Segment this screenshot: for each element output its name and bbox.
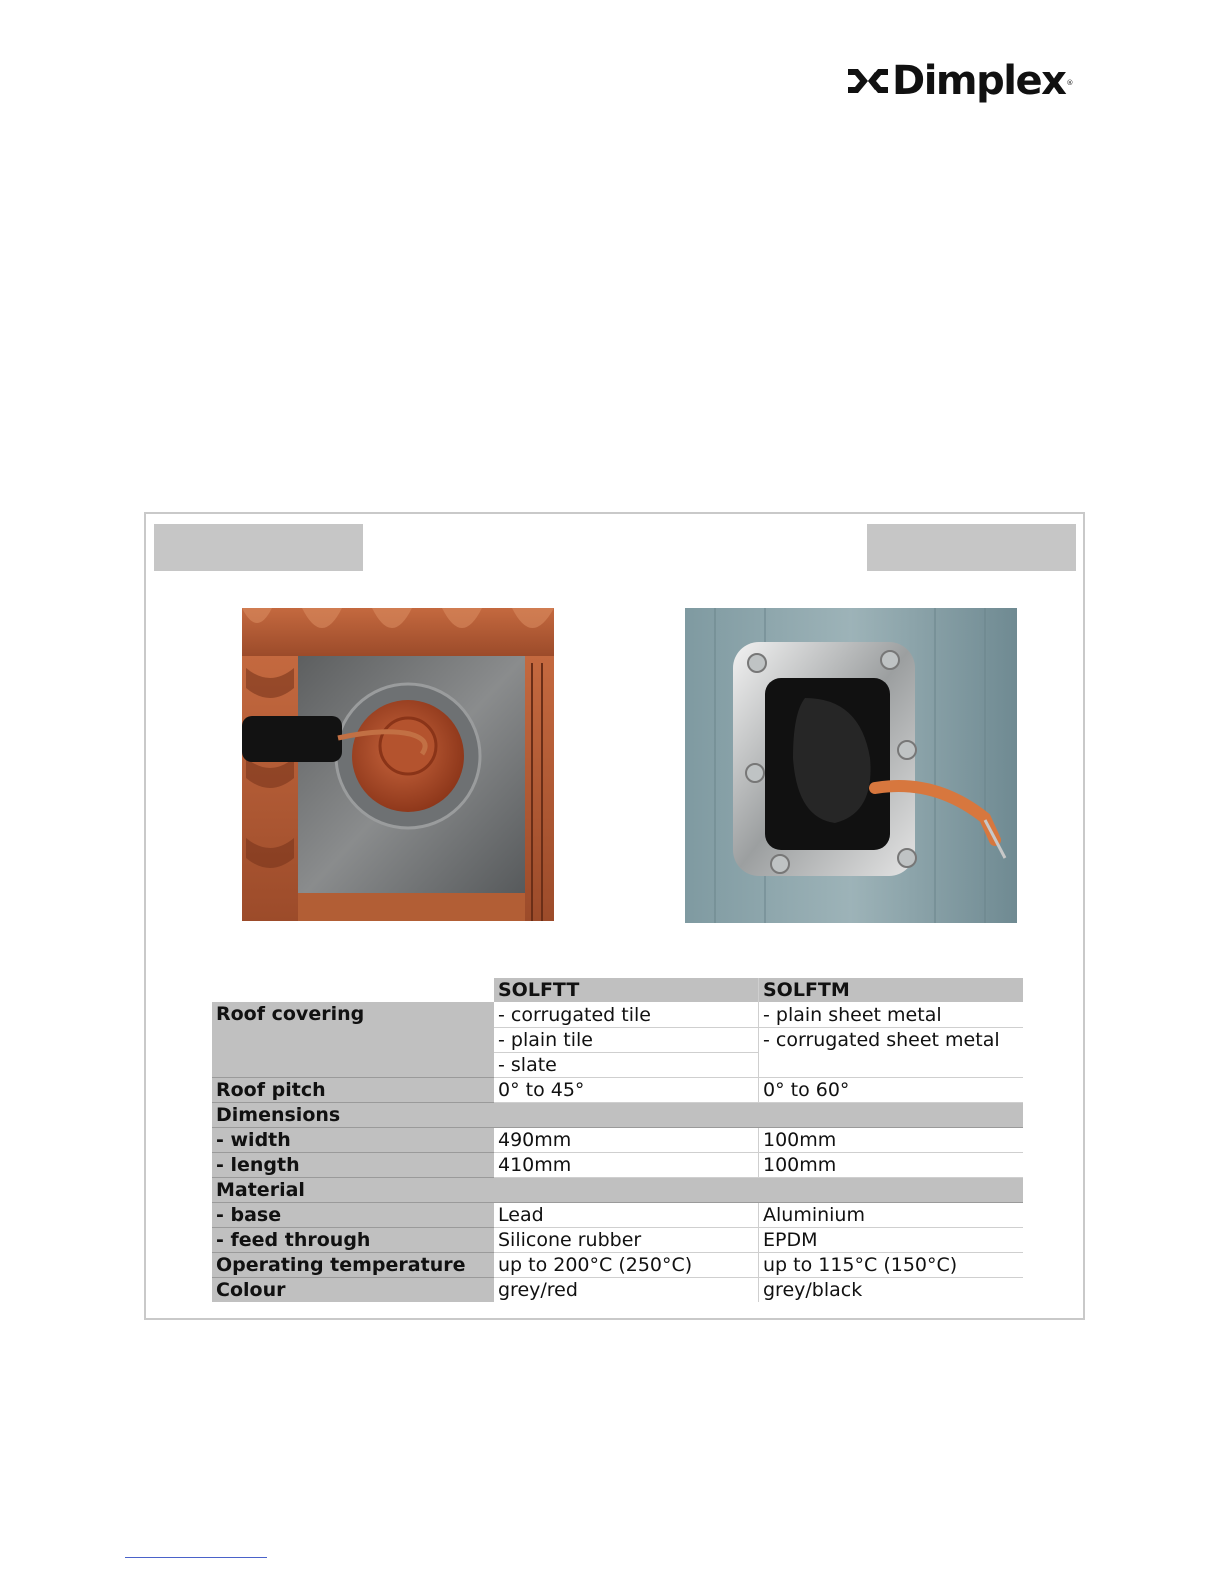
table-row xyxy=(212,1078,1023,1103)
roof-pitch-solftm: 0° to 60° xyxy=(759,1078,1024,1103)
table-row xyxy=(212,1002,1023,1078)
table-row xyxy=(212,1253,1023,1278)
footnote-separator-line xyxy=(125,1557,267,1558)
width-solftt: 490mm xyxy=(494,1128,759,1153)
product-panel xyxy=(144,512,1085,1320)
header-solftt: SOLFTT xyxy=(494,978,759,1002)
operating-temperature-solftt: up to 200°C (250°C) xyxy=(494,1253,759,1278)
base-label: - base xyxy=(212,1203,494,1228)
brand-name: Dimplex xyxy=(892,58,1066,104)
base-solftm: Aluminium xyxy=(759,1203,1024,1228)
dimplex-logo xyxy=(846,58,1082,104)
feed-through-label: - feed through xyxy=(212,1228,494,1253)
trademark-mark: ® xyxy=(1066,79,1074,87)
table-row xyxy=(212,1203,1023,1228)
table-row xyxy=(212,1103,1023,1128)
roof-covering-solftm xyxy=(759,1002,1024,1078)
list-item: - plain tile xyxy=(494,1028,758,1053)
spec-table xyxy=(212,978,1023,1302)
table-row xyxy=(212,1228,1023,1253)
feed-through-solftm: EPDM xyxy=(759,1228,1024,1253)
list-item: - corrugated tile xyxy=(494,1002,758,1028)
length-solftt: 410mm xyxy=(494,1153,759,1178)
list-item: - corrugated sheet metal xyxy=(763,1029,1000,1051)
table-row xyxy=(212,1128,1023,1153)
roof-covering-label: Roof covering xyxy=(212,1002,494,1078)
list-item: - plain sheet metal xyxy=(759,1002,1023,1028)
colour-label: Colour xyxy=(212,1278,494,1303)
table-row xyxy=(212,1178,1023,1203)
feed-through-solftt: Silicone rubber xyxy=(494,1228,759,1253)
panel-tab-right xyxy=(867,524,1076,571)
operating-temperature-label: Operating temperature xyxy=(212,1253,494,1278)
operating-temperature-solftm: up to 115°C (150°C) xyxy=(759,1253,1024,1278)
base-solftt: Lead xyxy=(494,1203,759,1228)
table-row xyxy=(212,1278,1023,1303)
header-solftm: SOLFTM xyxy=(759,978,1024,1002)
dimensions-heading: Dimensions xyxy=(212,1103,1023,1128)
list-item: - slate xyxy=(498,1054,557,1076)
roof-pitch-label: Roof pitch xyxy=(212,1078,494,1103)
roof-covering-solftt xyxy=(494,1002,759,1078)
material-heading: Material xyxy=(212,1178,1023,1203)
colour-solftt: grey/red xyxy=(494,1278,759,1303)
width-label: - width xyxy=(212,1128,494,1153)
header-blank-cell xyxy=(212,978,494,1002)
panel-tab-left xyxy=(154,524,363,571)
length-solftm: 100mm xyxy=(759,1153,1024,1178)
dimplex-mark-icon xyxy=(846,61,890,101)
roof-pitch-solftt: 0° to 45° xyxy=(494,1078,759,1103)
tile-roof-flashing-photo xyxy=(242,608,554,921)
length-label: - length xyxy=(212,1153,494,1178)
width-solftm: 100mm xyxy=(759,1128,1024,1153)
table-header-row xyxy=(212,978,1023,1002)
colour-solftm: grey/black xyxy=(759,1278,1024,1303)
table-row xyxy=(212,1153,1023,1178)
metal-roof-flashing-photo xyxy=(685,608,1017,923)
